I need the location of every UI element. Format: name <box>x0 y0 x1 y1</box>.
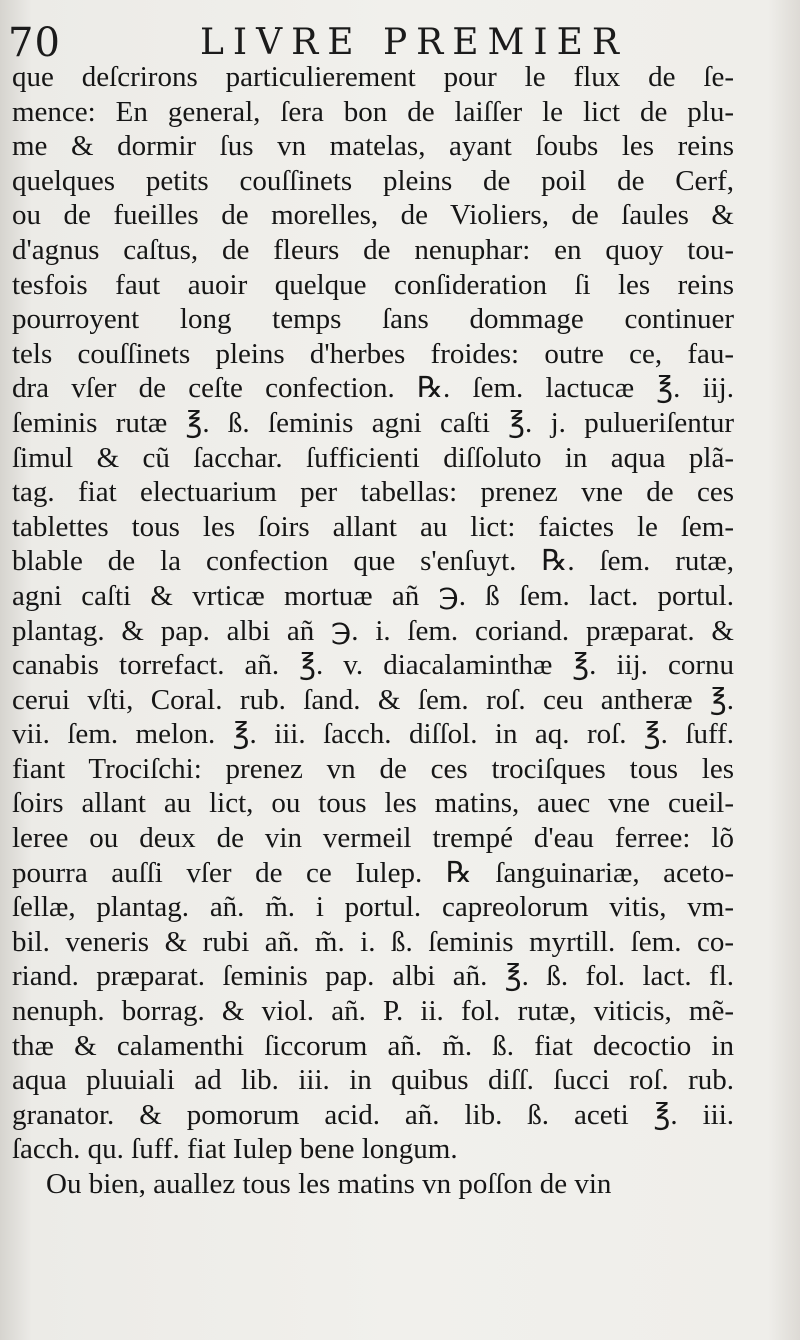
text-line: quelques petits couſſinets pleins de poil de Cerf, <box>12 164 734 197</box>
text-line: pourra auſſi vſer de ce Iulep. ℞ ſanguinariæ, aceto- <box>12 856 734 889</box>
text-line: vii. ſem. melon. ℥. iii. ſacch. diſſol. in aq. roſ. ℥. ſuff. <box>12 718 734 751</box>
text-line: tels couſſinets pleins d'herbes froides: outre ce, fau- <box>12 337 734 370</box>
text-line: tablettes tous les ſoirs allant au lict: faictes le ſem- <box>12 510 734 543</box>
text-line: dra vſer de ceſte confection. ℞. ſem. lactucæ ℥. iij. <box>12 372 734 405</box>
text-line: me & dormir ſus vn matelas, ayant ſoubs les reins <box>12 130 734 163</box>
text-line: fiant Trociſchi: prenez vn de ces trociſques tous les <box>12 752 734 785</box>
text-line: plantag. & pap. albi añ ℈. i. ſem. coriand. præparat. & <box>12 614 734 647</box>
text-line: canabis torrefact. añ. ℥. v. diacalaminthæ ℥. iij. cornu <box>12 649 734 682</box>
text-line: agni caſti & vrticæ mortuæ añ ℈. ß ſem. lact. portul. <box>12 579 734 612</box>
body-text <box>12 60 734 1202</box>
paragraph <box>12 1167 734 1202</box>
text-line: ou de fueilles de morelles, de Violiers, de ſaules & <box>12 199 734 232</box>
running-title: LIVRE PREMIER <box>200 22 629 63</box>
page-header <box>0 6 800 66</box>
text-line: d'agnus caſtus, de fleurs de nenuphar: en quoy tou- <box>12 233 734 266</box>
text-line: ſoirs allant au lict, ou tous les matins, auec vne cueil- <box>12 787 734 820</box>
text-line: thæ & calamenthi ſiccorum añ. m̃. ß. fiat decoctio in <box>12 1029 734 1062</box>
text-line: tag. fiat electuarium per tabellas: prenez vne de ces <box>12 476 734 509</box>
text-line: ſeminis rutæ ℥. ß. ſeminis agni caſti ℥. j. pulueriſentur <box>12 406 734 439</box>
text-line: aqua pluuiali ad lib. iii. in quibus diſſ. ſucci roſ. rub. <box>12 1064 734 1097</box>
text-line: que deſcrirons particulierement pour le flux de ſe- <box>12 61 734 93</box>
text-line: granator. & pomorum acid. añ. lib. ß. aceti ℥. iii. <box>12 1098 734 1131</box>
text-line: bil. veneris & rubi añ. m̃. i. ß. ſeminis myrtill. ſem. co- <box>12 925 734 958</box>
text-line: nenuph. borrag. & viol. añ. P. ii. fol. rutæ, viticis, mẽ- <box>12 995 734 1028</box>
text-line: ſellæ, plantag. añ. m̃. i portul. capreolorum vitis, vm- <box>12 891 734 924</box>
page-number: 70 <box>8 20 61 66</box>
text-line: tesfois faut auoir quelque conſideration ſi les reins <box>12 268 734 301</box>
text-line: ſimul & cũ ſacchar. ſufficienti diſſoluto in aqua plã- <box>12 441 734 474</box>
text-line: riand. præparat. ſeminis pap. albi añ. ℥. ß. fol. lact. fl. <box>12 960 734 993</box>
text-line: leree ou deux de vin vermeil trempé d'eau ferree: lõ <box>12 822 734 855</box>
paragraph <box>12 60 734 1167</box>
text-line: blable de la confection que s'enſuyt. ℞. ſem. rutæ, <box>12 545 734 578</box>
text-line: pourroyent long temps ſans dommage continuer <box>12 303 734 336</box>
text-line: mence: En general, ſera bon de laiſſer le lict de plu- <box>12 95 734 128</box>
text-line: Ou bien, auallez tous les matins vn poſſon de vin <box>46 1168 612 1200</box>
text-line: ſacch. qu. ſuff. fiat Iulep bene longum. <box>12 1133 458 1166</box>
text-line: cerui vſti, Coral. rub. ſand. & ſem. roſ. ceu antheræ ℥. <box>12 683 734 716</box>
